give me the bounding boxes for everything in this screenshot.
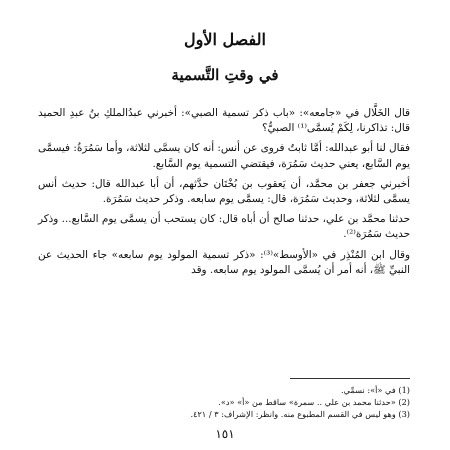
footnote: (2) «حدثنا محمد بن علي .. سمرة» ساقط من «أ» «د». xyxy=(218,397,410,407)
page-number: ١٥١ xyxy=(215,427,235,441)
paragraph: أخبرني جعفر بن محمَّد، أن يَعقوب بن بُخْتَان حدَّثهم، أن أبا عبدالله قال: حديث أنس يسمَّى لثلاثة، وحديث سَمُرَة، قال: يسمَّى يوم سابعه. وذكر حديث سَمُرَة. xyxy=(38,177,410,206)
footnotes xyxy=(60,384,410,420)
footnote: (1) في «أ»: نسمِّي. xyxy=(341,385,410,395)
paragraph: حدثنا محمَّد بن علي، حدثنا صالح أن أباه قال: كان يستحب أن يسمَّى يوم السَّابع... وذكر حديث سَمُرَة⁽²⁾. xyxy=(38,213,410,241)
section-title: في وقتِ التَّسمية xyxy=(171,66,279,84)
chapter-heading: الفصل الأول xyxy=(184,30,266,49)
paragraph: فقال لنا أبو عبدالله: أمَّا ثابتٌ فروى عن أنس: أنه كان يسمَّى لثلاثة، وأما سَمُرَةُ: فيسمَّى يوم السَّابع، يعني حديث سَمُرَة، فيقتضي التسمية يوم السَّابع. xyxy=(37,142,410,170)
footnote-divider xyxy=(290,378,410,379)
footnote: (3) وهو ليس في القسم المطبوع منه. وانظر: الإشراف: ٣ / ٤٢١. xyxy=(190,409,410,419)
paragraph: قال الخَلَّال في «جامعه»: «باب ذكر تسمية الصبي»: أخبرني عبدُالملكِ بنُ عبدِ الحميد قال: تذاكرنا، لِكَمْ يُسمَّى⁽¹⁾ الصبيُّ؟ xyxy=(38,107,410,135)
paragraph: وقال ابن المُنْذِر في «الأوسط»⁽³⁾: «ذكر تسمية المولود يوم سابعه» جاء الحديث عن النبيِّ ﷺ، أنه أمر أن يُسمَّى المولود يوم سابعه. وقد xyxy=(38,248,410,276)
body-text xyxy=(38,106,410,283)
